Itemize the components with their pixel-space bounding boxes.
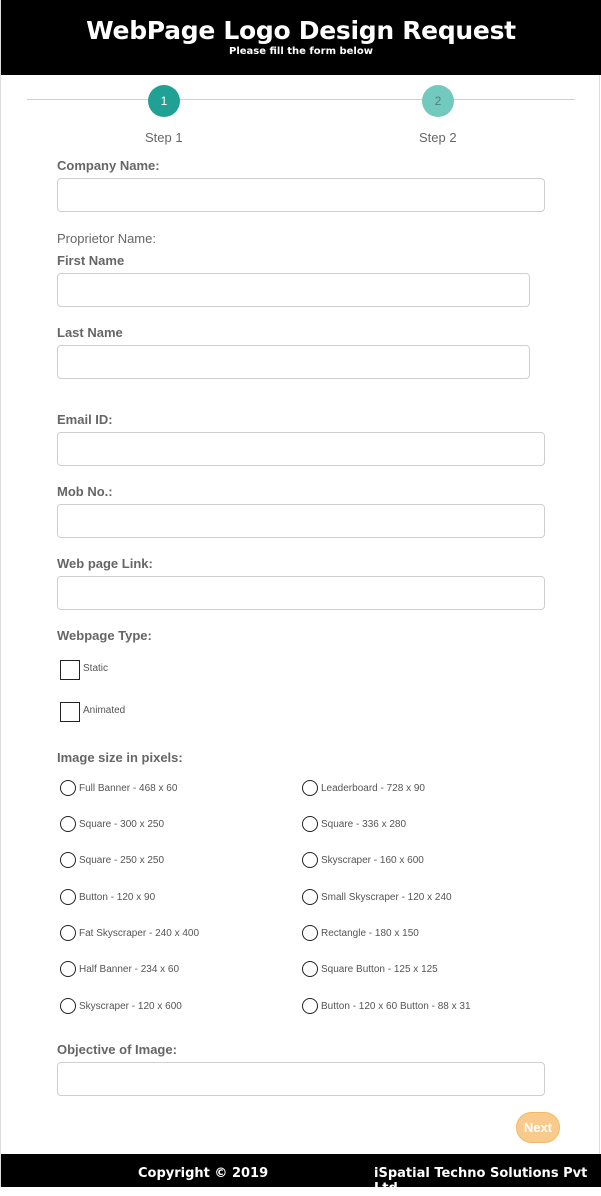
page-header [1,0,601,75]
image-size-option-label: Rectangle - 180 x 150 [321,928,419,939]
image-size-option-label: Half Banner - 234 x 60 [79,964,180,975]
image-size-radio[interactable] [60,780,76,796]
static-checkbox[interactable] [60,660,80,680]
image-size-radio[interactable] [60,998,76,1014]
mobile-input[interactable] [57,504,545,538]
next-button[interactable]: Next [516,1112,560,1143]
image-size-option-label: Skyscraper - 160 x 600 [321,855,424,866]
webpage-type-label: Webpage Type: [57,628,152,643]
page-title: WebPage Logo Design Request [86,16,516,45]
step-1-label: Step 1 [145,130,183,145]
image-size-radio[interactable] [302,889,318,905]
page-footer [1,1154,601,1196]
image-size-radio[interactable] [60,925,76,941]
image-size-option-label: Square - 336 x 280 [321,819,407,830]
first-name-label: First Name [57,253,125,268]
objective-input[interactable] [57,1062,545,1096]
step-2-label: Step 2 [419,130,457,145]
email-label: Email ID: [57,412,113,427]
image-size-option-label: Square Button - 125 x 125 [321,964,438,975]
objective-label: Objective of Image: [57,1042,177,1057]
image-size-radio[interactable] [60,852,76,868]
image-size-radio[interactable] [302,961,318,977]
mobile-label: Mob No.: [57,484,113,499]
web-page-link-label: Web page Link: [57,556,153,571]
last-name-label: Last Name [57,325,123,340]
image-size-option-label: Square - 250 x 250 [79,855,165,866]
web-page-link-input[interactable] [57,576,545,610]
image-size-option-label: Fat Skyscraper - 240 x 400 [79,928,200,939]
image-size-radio[interactable] [302,780,318,796]
company-name-input[interactable] [57,178,545,212]
copyright-text: Copyright © 2019 [138,1166,269,1181]
image-size-option-label: Button - 120 x 90 [79,892,156,903]
step-2-indicator[interactable]: 2 [422,85,454,117]
image-size-radio[interactable] [60,816,76,832]
image-size-radio[interactable] [302,998,318,1014]
image-size-option-label: Square - 300 x 250 [79,819,165,830]
image-size-option-label: Skyscraper - 120 x 600 [79,1001,182,1012]
image-size-option-label: Leaderboard - 728 x 90 [321,783,425,794]
image-size-label: Image size in pixels: [57,750,183,765]
image-size-radio[interactable] [60,961,76,977]
image-size-radio[interactable] [60,889,76,905]
image-size-radio[interactable] [302,852,318,868]
image-size-option-label: Small Skyscraper - 120 x 240 [321,892,452,903]
page-subtitle: Please fill the form below [229,46,373,57]
animated-checkbox-label: Animated [83,705,126,716]
first-name-input[interactable] [57,273,530,307]
last-name-input[interactable] [57,345,530,379]
company-credit: iSpatial Techno Solutions Pvt Ltd. [374,1166,588,1196]
step-1-indicator[interactable]: 1 [148,85,180,117]
static-checkbox-label: Static [83,663,109,674]
email-input[interactable] [57,432,545,466]
animated-checkbox[interactable] [60,702,80,722]
image-size-option-label: Button - 120 x 60 Button - 88 x 31 [321,1001,471,1012]
image-size-radio[interactable] [302,925,318,941]
image-size-radio[interactable] [302,816,318,832]
image-size-option-label: Full Banner - 468 x 60 [79,783,178,794]
step-progress-line [27,99,575,100]
company-name-label: Company Name: [57,158,160,173]
proprietor-name-label: Proprietor Name: [57,231,156,246]
